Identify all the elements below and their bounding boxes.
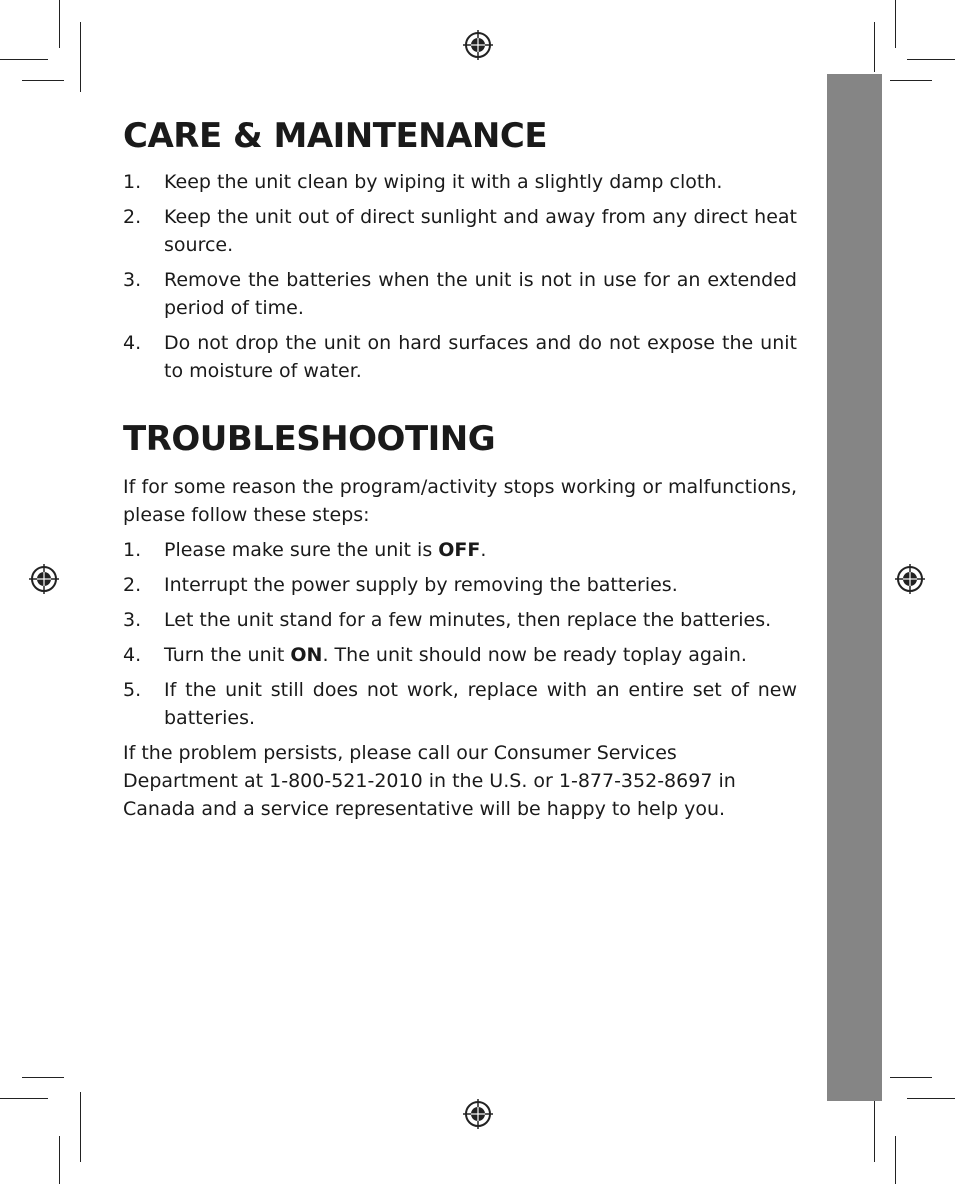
item-text-pre: Please make sure the unit is <box>164 539 439 561</box>
keyword-on: ON <box>290 644 323 666</box>
list-item <box>123 266 797 322</box>
list-item <box>123 536 797 564</box>
list-item <box>123 571 797 599</box>
crop-mark <box>59 0 60 48</box>
crop-mark <box>890 1077 932 1078</box>
crop-mark <box>890 80 932 81</box>
item-number: 4. <box>123 332 142 354</box>
troubleshooting-intro: If for some reason the program/activity stops working or malfunctions, please follow these steps: <box>123 476 797 526</box>
crop-mark <box>22 80 64 81</box>
crop-mark <box>0 59 48 60</box>
care-maintenance-heading: CARE & MAINTENANCE <box>123 116 548 156</box>
item-number: 2. <box>123 206 142 228</box>
item-number: 1. <box>123 171 142 193</box>
item-number: 4. <box>123 644 142 666</box>
item-number: 5. <box>123 679 142 701</box>
registration-mark-icon <box>463 30 493 60</box>
crop-mark <box>895 0 896 48</box>
list-item <box>123 203 797 259</box>
crop-mark <box>0 1098 48 1099</box>
registration-mark-icon <box>895 564 925 594</box>
crop-mark <box>874 1092 875 1162</box>
list-item <box>123 168 797 196</box>
list-item <box>123 641 797 669</box>
item-text-post: . <box>480 539 487 561</box>
contact-paragraph: If the problem persists, please call our Consumer Services Department at 1-800-521-2010 in the U.S. or 1-877-352-8697 in Canada and a service representative will be happy to help you. <box>123 742 736 820</box>
item-text: Let the unit stand for a few minutes, then replace the batteries. <box>164 609 772 631</box>
item-text: If the unit still does not work, replace with an entire set of new batteries. <box>164 679 797 729</box>
content-area <box>123 112 797 830</box>
item-text: Keep the unit out of direct sunlight and away from any direct heat source. <box>164 206 797 256</box>
crop-mark <box>907 59 955 60</box>
keyword-off: OFF <box>438 539 481 561</box>
list-item <box>123 676 797 732</box>
crop-mark <box>59 1136 60 1184</box>
item-number: 2. <box>123 574 142 596</box>
item-text: Interrupt the power supply by removing the batteries. <box>164 574 678 596</box>
troubleshooting-heading: TROUBLESHOOTING <box>123 419 496 459</box>
section-side-tab <box>827 74 882 1101</box>
registration-mark-icon <box>29 564 59 594</box>
registration-mark-icon <box>463 1099 493 1129</box>
item-text-post: . The unit should now be ready toplay again. <box>322 644 747 666</box>
list-item <box>123 606 797 634</box>
crop-mark <box>80 22 81 92</box>
crop-mark <box>22 1077 64 1078</box>
item-number: 3. <box>123 269 142 291</box>
item-text: Do not drop the unit on hard surfaces and do not expose the unit to moisture of water. <box>164 332 797 382</box>
crop-mark <box>895 1136 896 1184</box>
troubleshooting-list <box>123 536 797 732</box>
crop-mark <box>80 1092 81 1162</box>
crop-mark <box>907 1098 955 1099</box>
item-text: Keep the unit clean by wiping it with a slightly damp cloth. <box>164 171 723 193</box>
item-number: 3. <box>123 609 142 631</box>
list-item <box>123 329 797 385</box>
item-text: Remove the batteries when the unit is not in use for an extended period of time. <box>164 269 797 319</box>
item-number: 1. <box>123 539 142 561</box>
crop-mark <box>874 22 875 72</box>
care-list <box>123 168 797 385</box>
item-text-pre: Turn the unit <box>164 644 291 666</box>
